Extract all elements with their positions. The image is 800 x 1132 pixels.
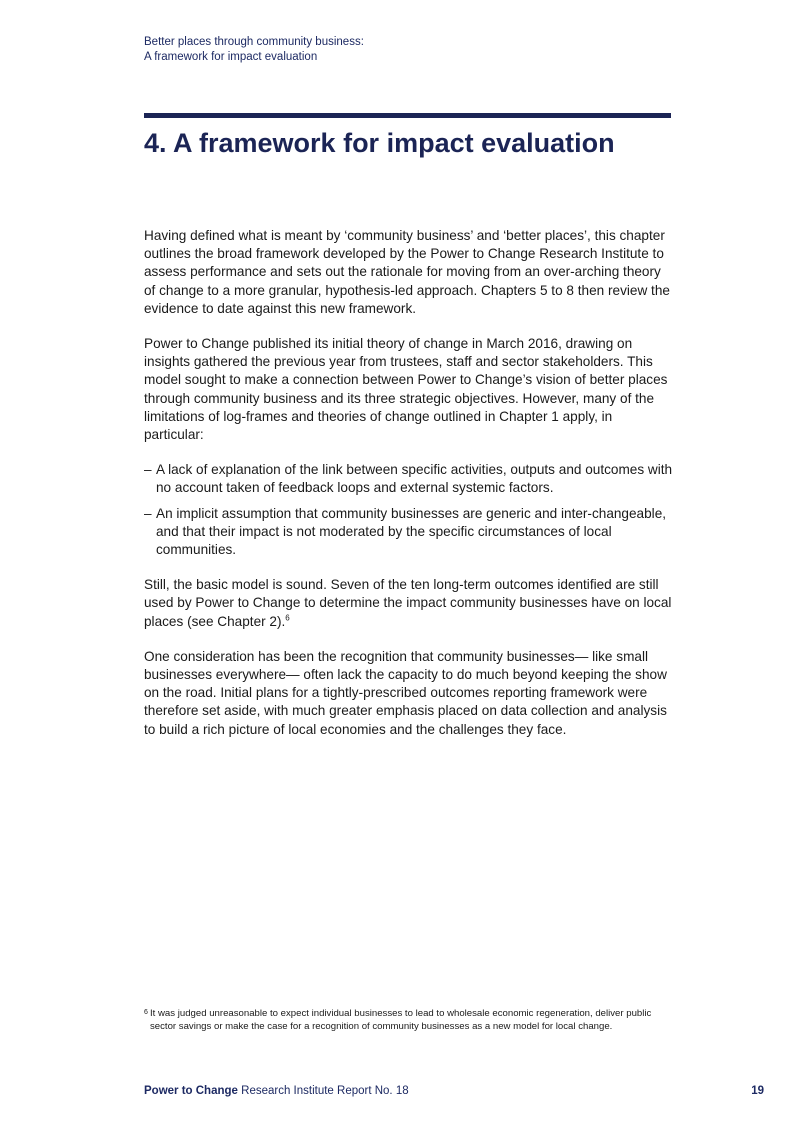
- list-item-text: A lack of explanation of the link between specific activities, outputs and outcomes with no account taken of feedback loops and external systemic factors.: [156, 462, 673, 496]
- paragraph-3: [144, 576, 674, 631]
- footnote-marker: 6: [144, 1009, 148, 1016]
- paragraph-1: Having defined what is meant by ‘community business’ and ‘better places’, this chapter outlines the broad framework developed by the Power to Change Research Institute to assess performance and sets out the rationale for moving from an over-arching theory of change to a more granular, hypothesis-led approach. Chapters 5 to 8 then review the evidence to date against this new framework.: [144, 228, 670, 316]
- footnote-text: It was judged unreasonable to expect individual businesses to lead to wholesale economic regeneration, deliver public sector savings or make the case for a recognition of community businesses as a new model for local change.: [150, 1008, 652, 1033]
- dash-bullet: –: [144, 462, 152, 478]
- list-item-text: An implicit assumption that community businesses are generic and inter-changeable, and that their impact is not moderated by the specific circumstances of local communities.: [156, 505, 667, 558]
- body-text: [144, 227, 674, 756]
- title-rule: [144, 113, 671, 118]
- list-item: [144, 461, 674, 497]
- dash-bullet: –: [144, 505, 152, 521]
- page-number: 19: [751, 1085, 764, 1097]
- paragraph-3-text: Still, the basic model is sound. Seven of the ten long-term outcomes identified are still used by Power to Change to determine the impact community businesses have on local places (see Chapter 2).: [144, 577, 672, 629]
- page-footer: [144, 1083, 764, 1099]
- running-header: [144, 35, 564, 65]
- paragraph-4: One consideration has been the recognition that community businesses— like small businesses everywhere— often lack the capacity to do much beyond keeping the show on the road. Initial plans for a tightly-prescribed outcomes reporting framework were therefore set aside, with much greater emphasis placed on data collection and analysis to build a rich picture of local economies and the challenges they face.: [144, 648, 667, 737]
- chapter-title: 4. A framework for impact evaluation: [144, 128, 615, 158]
- footnote: [144, 1007, 674, 1034]
- limitations-list: [144, 461, 674, 559]
- footer-org-name: Power to Change: [144, 1085, 238, 1097]
- paragraph-2: Power to Change published its initial theory of change in March 2016, drawing on insights gathered the previous year from trustees, staff and sector stakeholders. This model sought to make a connection between Power to Change’s vision of better places through community business and its three strategic objectives. However, many of the limitations of log-frames and theories of change outlined in Chapter 1 apply, in particular:: [144, 336, 668, 443]
- footer-report-title: Research Institute Report No. 18: [237, 1085, 409, 1097]
- running-title-line-2: A framework for impact evaluation: [144, 51, 318, 63]
- footnote-reference[interactable]: 6: [285, 613, 290, 623]
- list-item: [144, 505, 674, 560]
- running-title-line-1: Better places through community business:: [144, 36, 364, 48]
